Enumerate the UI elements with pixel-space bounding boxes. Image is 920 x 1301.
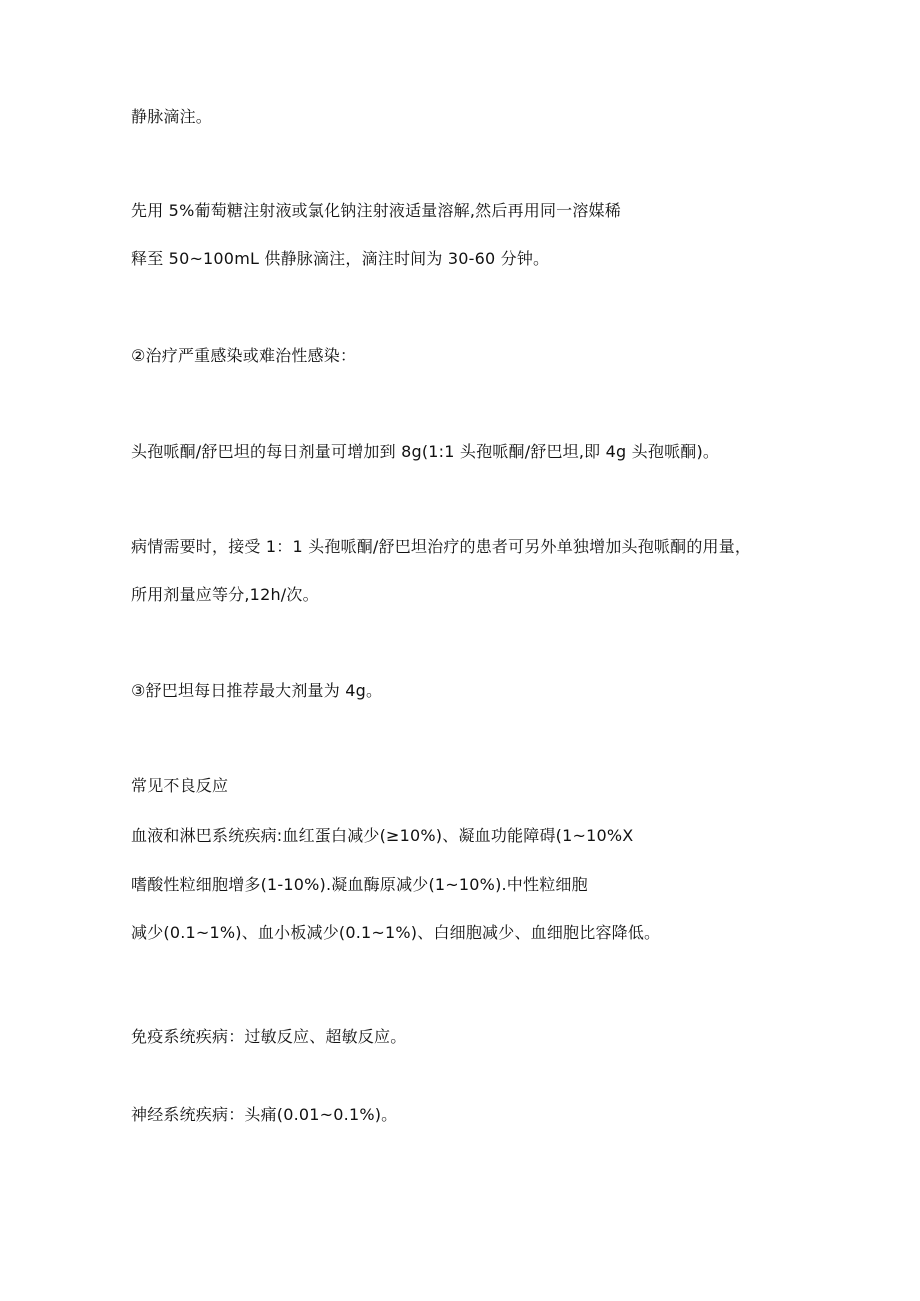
text-line: 病情需要时，接受 1：1 头孢哌酮/舒巴坦治疗的患者可另外单独增加头孢哌酮的用量，: [131, 537, 752, 556]
text-line: 减少(0.1~1%)、血小板减少(0.1~1%)、白细胞减少、血细胞比容降低。: [131, 923, 661, 942]
text-line: ③舒巴坦每日推荐最大剂量为 4g。: [131, 681, 383, 700]
text-line: 神经系统疾病：头痛(0.01~0.1%)。: [131, 1105, 398, 1124]
text-line: 免疫系统疾病：过敏反应、超敏反应。: [131, 1027, 407, 1046]
text-line: 头孢哌酮/舒巴坦的每日剂量可增加到 8g(1:1 头孢哌酮/舒巴坦,即 4g 头孢哌酮)。: [131, 442, 720, 461]
text-line: ②治疗严重感染或难治性感染：: [131, 346, 357, 365]
section-heading: 常见不良反应: [131, 776, 229, 795]
text-line: 静脉滴注。: [131, 107, 213, 126]
text-line: 所用剂量应等分,12h/次。: [131, 585, 319, 604]
text-line: 先用 5%葡萄糖注射液或氯化钠注射液适量溶解,然后再用同一溶媒稀: [131, 201, 621, 220]
text-line: 释至 50~100mL 供静脉滴注，滴注时间为 30-60 分钟。: [131, 249, 550, 268]
text-line: 血液和淋巴系统疾病:血红蛋白减少(≥10%)、凝血功能障碍(1~10%X: [131, 826, 634, 845]
text-line: 嗜酸性粒细胞增多(1-10%).凝血酶原减少(1~10%).中性粒细胞: [131, 875, 588, 894]
